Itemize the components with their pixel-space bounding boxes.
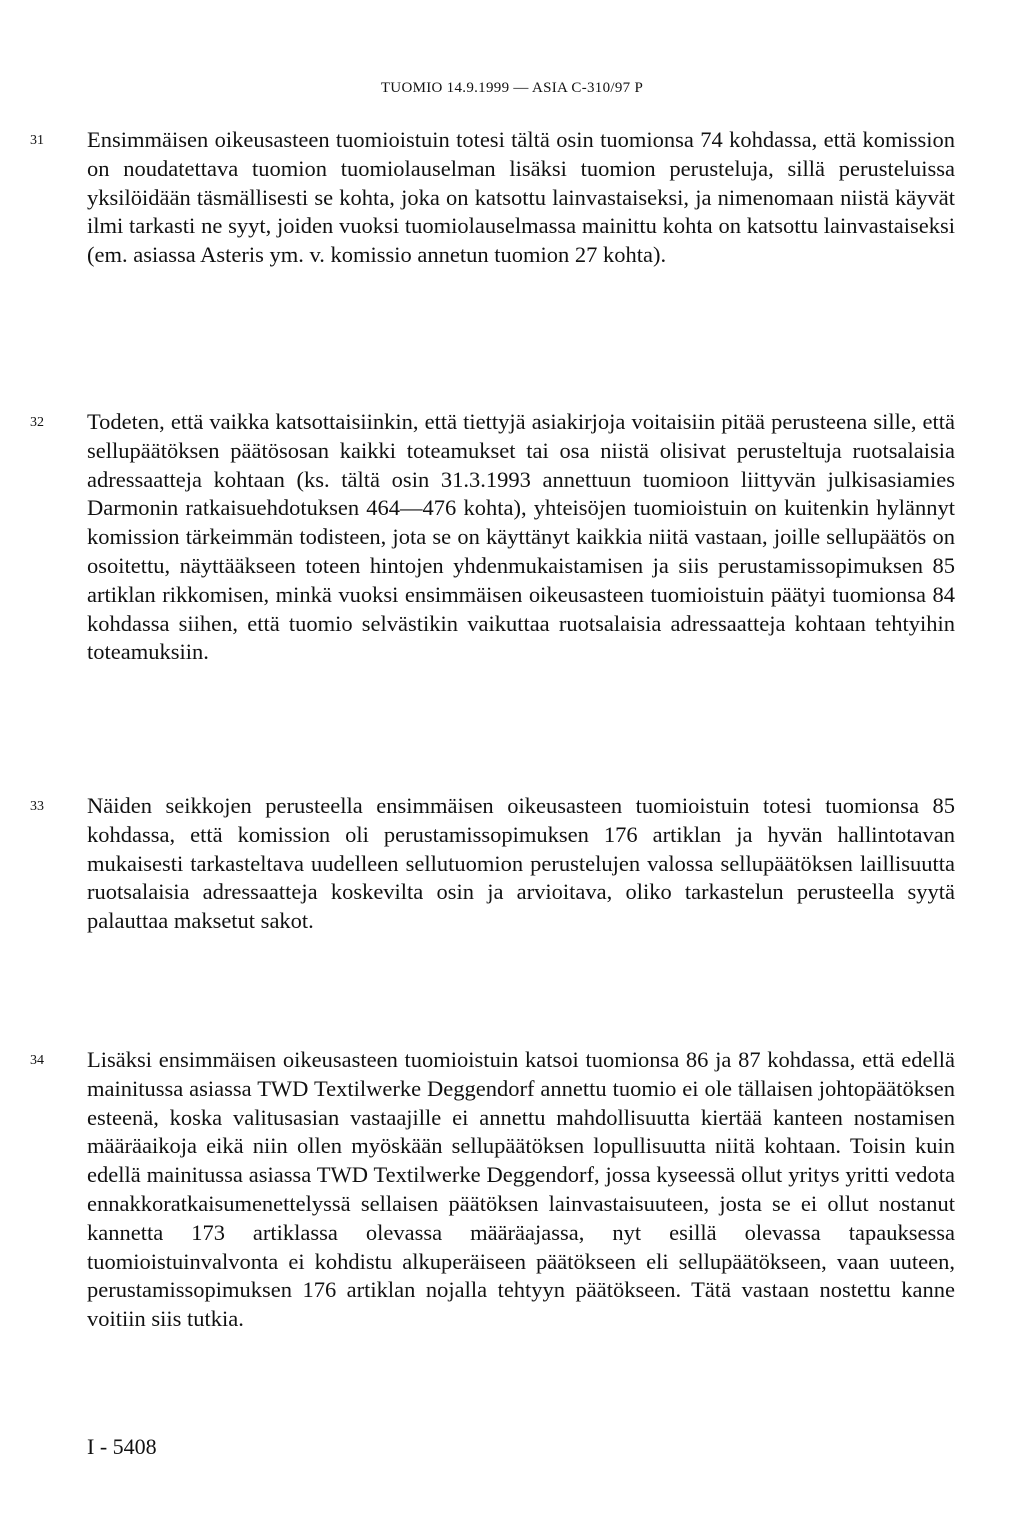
paragraph-32 xyxy=(30,408,974,667)
paragraph-number: 33 xyxy=(30,799,44,814)
paragraph-number: 34 xyxy=(30,1053,44,1068)
paragraph-text: Ensimmäisen oikeusasteen tuomioistuin totesi tältä osin tuomionsa 74 kohdassa, että komission on noudatettava tuomion tuomiolauselman lisäksi tuomion perusteluja, sillä perusteluissa yksilöidään täsmällisesti se kohta, joka on katsottu lainvastaiseksi, ja nimenomaan niistä käyvät ilmi tarkasti ne syyt, joiden vuoksi tuomiolauselmassa mainittu kohta on katsottu lainvastaiseksi (em. asiassa Asteris ym. v. komissio annetun tuomion 27 kohta). xyxy=(87,127,955,268)
paragraph-text: Näiden seikkojen perusteella ensimmäisen oikeusasteen tuomioistuin totesi tuomionsa 85 kohdassa, että komission oli perustamissopimuksen 176 artiklan ja hyvän hallintotavan mukaisesti tarkasteltava uudelleen sellutuomion perustelujen valossa sellupäätöksen laillisuutta ruotsalaisia adressaatteja koskevilta osin ja arvioitava, oliko tarkastelun perusteella syytä palauttaa maksetut sakot. xyxy=(87,793,955,934)
paragraph-number: 32 xyxy=(30,415,44,430)
paragraph-text: Lisäksi ensimmäisen oikeusasteen tuomioistuin katsoi tuomionsa 86 ja 87 kohdassa, että edellä mainitussa asiassa TWD Textilwerke Deggendorf annettu tuomio ei ole tällaisen johtopäätöksen esteenä, koska valitusasian vastaajille ei annettu mahdollisuutta kiertää kanteen nostamisen määräaikoja eikä niin ollen myöskään sellupäätöksen lopullisuutta niitä kohtaan. Toisin kuin edellä mainitussa asiassa TWD Textilwerke Deggendorf, jossa kyseessä ollut yritys yritti vedota ennakkoratkaisumenettelyssä sellaisen päätöksen lainvastaisuuteen, josta se ei ollut nostanut kannetta 173 artiklassa olevassa määräajassa, nyt esillä olevassa tapauksessa tuomioistuinvalvonta ei kohdistu alkuperäiseen päätökseen eli sellupäätökseen, vaan uuteen, perustamissopimuksen 176 artiklan nojalla tehtyyn päätökseen. Tätä vastaan nostettu kanne voitiin siis tutkia. xyxy=(87,1047,955,1332)
paragraph-number: 31 xyxy=(30,133,44,148)
paragraph-34 xyxy=(30,1046,974,1334)
running-header: TUOMIO 14.9.1999 — ASIA C-310/97 P xyxy=(380,80,644,96)
paragraph-31 xyxy=(30,126,974,270)
paragraph-33 xyxy=(30,792,974,936)
paragraph-text: Todeten, että vaikka katsottaisiinkin, että tiettyjä asiakirjoja voitaisiin pitää perusteena sille, että sellupäätöksen päätösosan kaikki toteamukset tai osa niistä olisivat perusteltuja ruotsalaisia adressaatteja kohtaan (ks. tältä osin 31.3.1993 annettuun tuomioon liittyvän julkisasiamies Darmonin ratkaisuehdotuksen 464—476 kohta), yhteisöjen tuomioistuin on kuitenkin hylännyt komission tärkeimmän todisteen, jota se on käyttänyt kaikkia niitä vastaan, joille sellupäätös on osoitettu, näyttääkseen toteen hintojen yhdenmukaistamisen ja siis perustamissopimuksen 85 artiklan rikkomisen, minkä vuoksi ensimmäisen oikeusasteen tuomioistuin päätyi tuomionsa 84 kohdassa siihen, että tuomio selvästikin vaikuttaa ruotsalaisia adressaatteja kohtaan tehtyihin toteamuksiin. xyxy=(87,409,955,665)
page-number: I - 5408 xyxy=(87,1434,157,1459)
